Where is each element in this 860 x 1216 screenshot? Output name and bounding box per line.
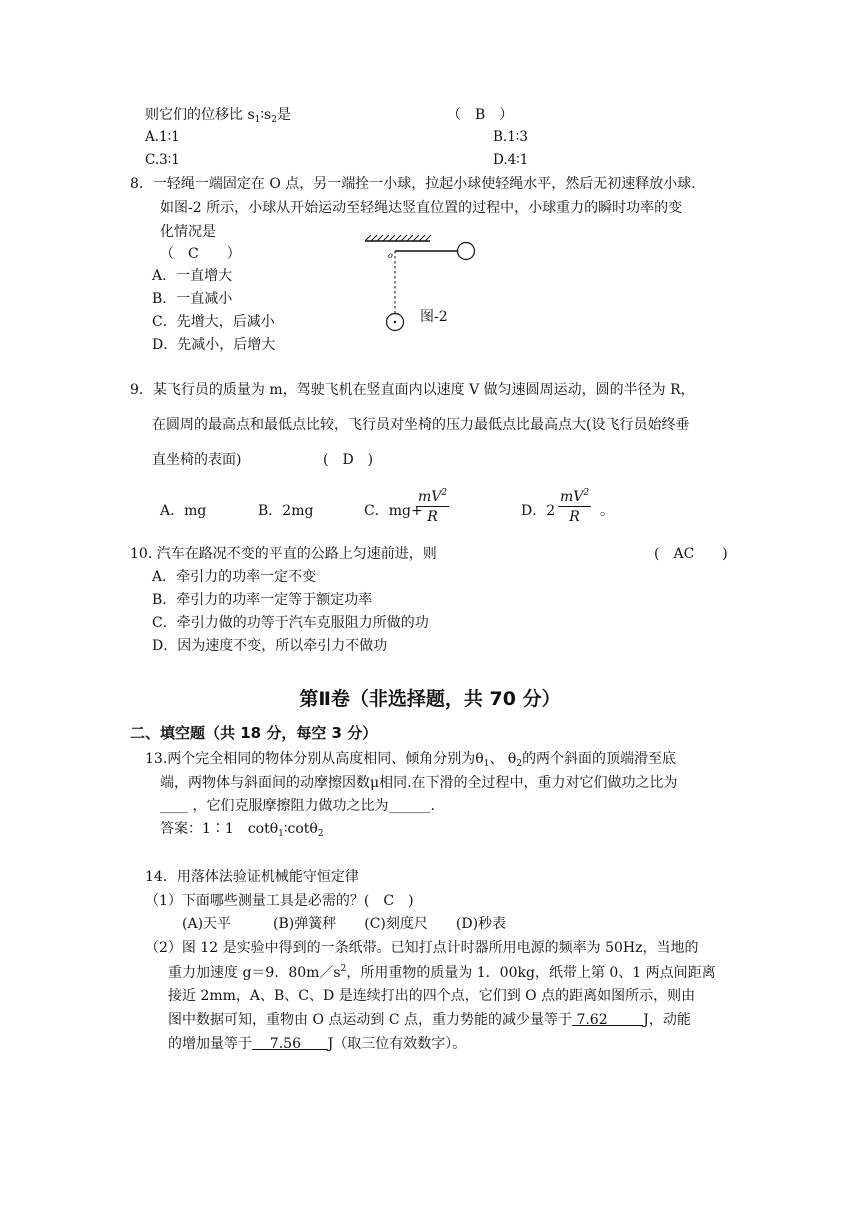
q9-option-a: A．mg [160, 503, 207, 519]
q14-answer-potential: 7.62 [572, 1012, 644, 1028]
ball-initial-position [458, 243, 475, 260]
q8-option-c: C．先增大，后减小 [152, 314, 275, 330]
q9-option-c: C．mg+ [364, 503, 423, 519]
q7-option-c: C.3∶1 [145, 152, 180, 168]
q7-option-b: B.1∶3 [493, 129, 528, 145]
q7-option-d: D.4∶1 [493, 152, 529, 168]
q14-part-1: （1）下面哪些测量工具是必需的？( C ) [145, 893, 414, 909]
ball-center-dot [394, 321, 396, 323]
q10-option-d: D．因为速度不变，所以牵引力不做功 [152, 638, 388, 654]
q14-title: 14．用落体法验证机械能守恒定律 [145, 869, 359, 885]
pivot-label: o [388, 251, 393, 260]
q10-option-a: A．牵引力的功率一定不变 [152, 569, 317, 585]
q9-end-mark: 。 [600, 503, 614, 519]
q14-part-1-options: (A)天平 (B)弹簧秤 (C)刻度尺 (D)秒表 [182, 916, 507, 932]
q8-line-3: 化情况是 [160, 224, 216, 240]
q14-part-2-line-2: 重力加速度 g＝9．$80m/s^2$，所用重物的质量为 1．00kg，纸带上第 0、1 两点间距离 [168, 964, 716, 981]
q10-answer: ( AC ) [654, 546, 728, 562]
q10-stem: 10. 汽车在路况不变的平直的公路上匀速前进，则 [130, 546, 437, 562]
figure-2-label: 图-2 [420, 309, 448, 325]
section-2-title: 二、填空题（共 18 分，每空 3 分） [130, 724, 378, 742]
q9-line-2: 在圆周的最高点和最低点比较，飞行员对坐椅的压力最低点比最高点大(设飞行员始终垂 [152, 417, 690, 433]
q8-line-1: 8．一轻绳一端固定在 O 点，另一端拴一小球，拉起小球使轻绳水平，然后无初速释放小球. [130, 176, 696, 192]
q10-option-c: C．牵引力做的功等于汽车克服阻力所做的功 [152, 615, 429, 631]
q14-part-2-line-5: 的增加量等于 7.56 J（取三位有效数字）。 [168, 1036, 467, 1052]
q10-option-b: B．牵引力的功率一定等于额定功率 [152, 592, 373, 608]
q9-option-d-fraction: $\frac{mV^2}{R}$ [560, 488, 590, 525]
part-2-title: 第Ⅱ卷（非选择题，共 70 分） [299, 688, 561, 710]
q13-line-3: ____ ，它们克服摩擦阻力做功之比为______. [160, 798, 435, 814]
q13-answer: 答案：1∶1 cotθ$_1$∶cotθ$_2$ [160, 821, 324, 839]
ceiling-support [365, 235, 431, 241]
q14-part-2-line-4: 图中数据可知，重物由 O 点运动到 C 点，重力势能的减少量等于 7.62 J，动能 [168, 1012, 691, 1028]
q8-option-d: D．先减小，后增大 [152, 337, 276, 353]
q14-part-2-line-1: （2）图 12 是实验中得到的一条纸带。已知打点计时器所用电源的频率为 50Hz，当地的 [145, 940, 699, 956]
q13-line-2: 端，两物体与斜面间的动摩擦因数μ相同.在下滑的全过程中，重力对它们做功之比为 [160, 775, 678, 791]
q7-answer: （ B ） [447, 107, 514, 123]
q9-option-d: D．2 [521, 503, 556, 519]
q9-option-c-fraction: $\frac{mV^2}{R}$ [418, 488, 448, 525]
q9-line-1: 9．某飞行员的质量为 m，驾驶飞机在竖直面内以速度 V 做匀速圆周运动，圆的半径为 R， [130, 382, 695, 398]
q8-answer: （ C ） [160, 246, 241, 262]
q8-option-b: B．一直减小 [152, 291, 233, 307]
q8-option-a: A．一直增大 [152, 268, 233, 284]
q7-option-a: A.1∶1 [145, 129, 180, 145]
q13-line-1: 13.两个完全相同的物体分别从高度相同、倾角分别为$\theta_1$、 $\theta_2$的两个斜面的顶端滑至底 [145, 751, 677, 769]
q14-answer-kinetic: 7.56 [252, 1036, 328, 1052]
q9-option-b: B．2mg [258, 503, 314, 519]
q8-line-2: 如图-2 所示，小球从开始运动至轻绳达竖直位置的过程中，小球重力的瞬时功率的变 [160, 200, 683, 216]
q9-line-3: 直坐椅的表面) [152, 452, 242, 468]
q7-stem: 则它们的位移比 $s_1∶s_2$是 [145, 107, 291, 125]
q14-part-2-line-3: 接近 2mm，A、B、C、D 是连续打出的四个点，它们到 O 点的距离如图所示，则由 [168, 988, 696, 1004]
q9-answer: ( D ) [323, 452, 374, 468]
